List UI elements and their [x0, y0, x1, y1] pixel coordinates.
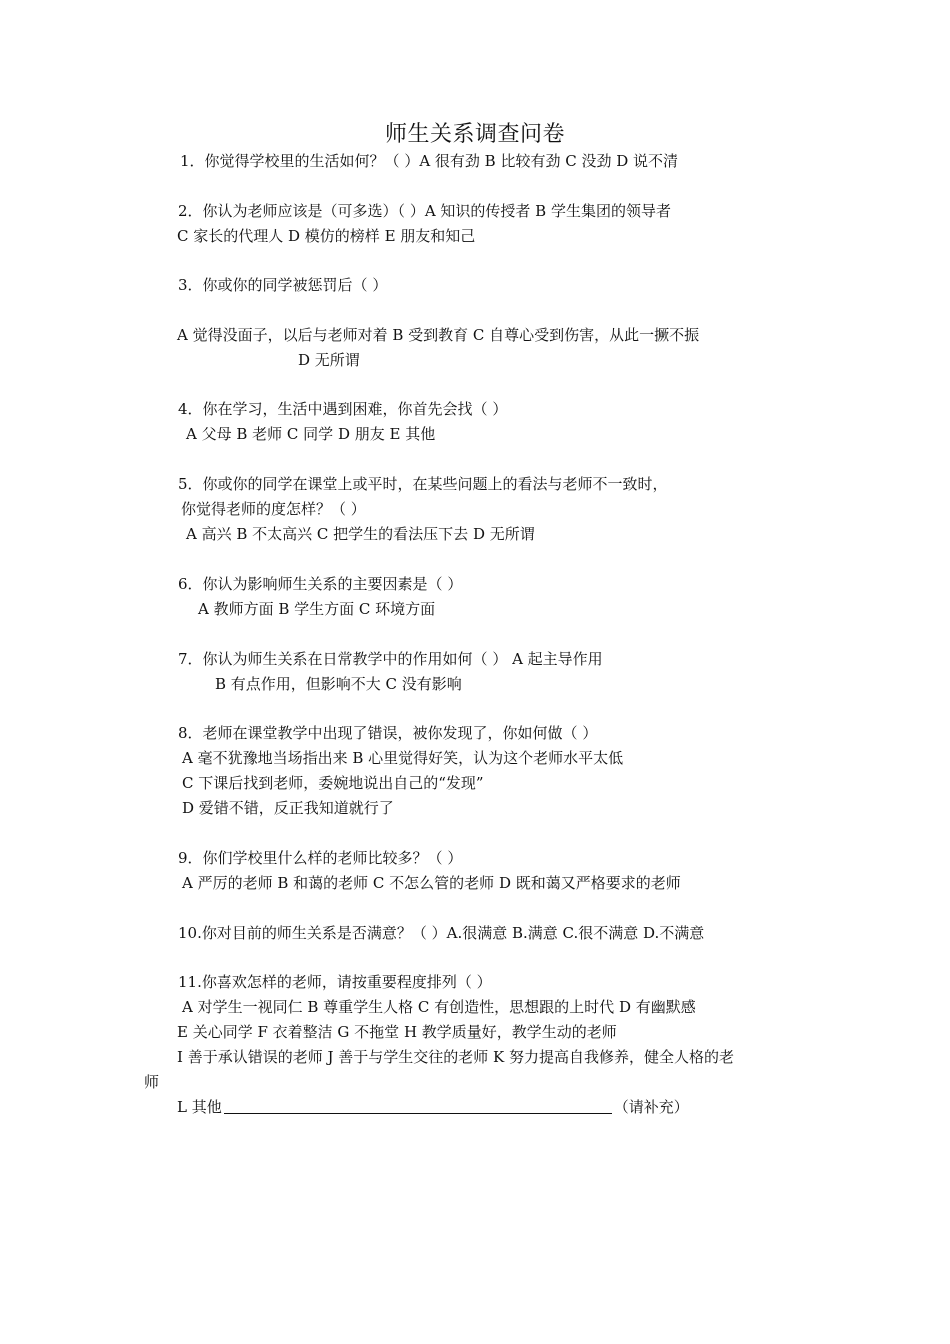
question-9: 9．你们学校里什么样的老师比较多？（ ）: [178, 849, 463, 867]
question-11-options-i-k: I 善于承认错误的老师 J 善于与学生交往的老师 K 努力提高自我修养，健全人格的老: [177, 1048, 734, 1066]
question-6-options: A 教师方面 B 学生方面 C 环境方面: [198, 600, 436, 618]
question-8-option-d: D 爱错不错，反正我知道就行了: [182, 799, 394, 817]
question-11-options-a-d: A 对学生一视同仁 B 尊重学生人格 C 有创造性，思想跟的上时代 D 有幽默感: [182, 998, 696, 1016]
question-2: 2．你认为老师应该是（可多选）（ ）A 知识的传授者 B 学生集团的领导者: [178, 202, 671, 220]
question-5-continued: 你觉得老师的度怎样？（ ）: [181, 500, 366, 518]
question-5-options: A 高兴 B 不太高兴 C 把学生的看法压下去 D 无所谓: [186, 525, 535, 543]
question-7: 7．你认为师生关系在日常教学中的作用如何（ ） A 起主导作用: [178, 650, 603, 668]
question-7-options: B 有点作用，但影响不大 C 没有影响: [215, 675, 462, 693]
option-l-label: L 其他: [177, 1098, 222, 1116]
question-3: 3．你或你的同学被惩罚后（ ）: [178, 276, 388, 294]
question-5: 5．你或你的同学在课堂上或平时，在某些问题上的看法与老师不一致时，: [178, 475, 668, 493]
question-1: 1．你觉得学校里的生活如何？（ ）A 很有劲 B 比较有劲 C 没劲 D 说不清: [180, 152, 679, 170]
fill-in-blank[interactable]: [224, 1097, 612, 1114]
page-title: 师生关系调查问卷: [384, 122, 565, 147]
question-11-option-l: [177, 1096, 689, 1118]
option-l-suffix: （请补充）: [613, 1098, 689, 1116]
question-8: 8．老师在课堂教学中出现了错误，被你发现了，你如何做（ ）: [178, 724, 598, 742]
question-6: 6．你认为影响师生关系的主要因素是（ ）: [178, 575, 463, 593]
question-2-options: C 家长的代理人 D 模仿的榜样 E 朋友和知己: [177, 227, 476, 245]
question-4-options: A 父母 B 老师 C 同学 D 朋友 E 其他: [186, 425, 436, 443]
question-11-wrap: 师: [144, 1073, 160, 1091]
question-4: 4．你在学习，生活中遇到困难，你首先会找（ ）: [178, 400, 508, 418]
question-3-options: A 觉得没面子，以后与老师对着 B 受到教育 C 自尊心受到伤害，从此一撅不振: [177, 326, 700, 344]
question-10: 10.你对目前的师生关系是否满意？（ ）A.很满意 B.满意 C.很不满意 D.不满意: [178, 924, 705, 942]
question-3-option-d: D 无所谓: [298, 351, 360, 369]
question-8-option-c: C 下课后找到老师，委婉地说出自己的“发现”: [182, 774, 484, 792]
question-11: 11.你喜欢怎样的老师，请按重要程度排列（ ）: [178, 973, 492, 991]
question-11-options-e-h: E 关心同学 F 衣着整洁 G 不拖堂 H 教学质量好，教学生动的老师: [177, 1023, 617, 1041]
question-9-options: A 严厉的老师 B 和蔼的老师 C 不怎么管的老师 D 既和蔼又严格要求的老师: [182, 874, 681, 892]
question-8-option-ab: A 毫不犹豫地当场指出来 B 心里觉得好笑，认为这个老师水平太低: [182, 749, 624, 767]
